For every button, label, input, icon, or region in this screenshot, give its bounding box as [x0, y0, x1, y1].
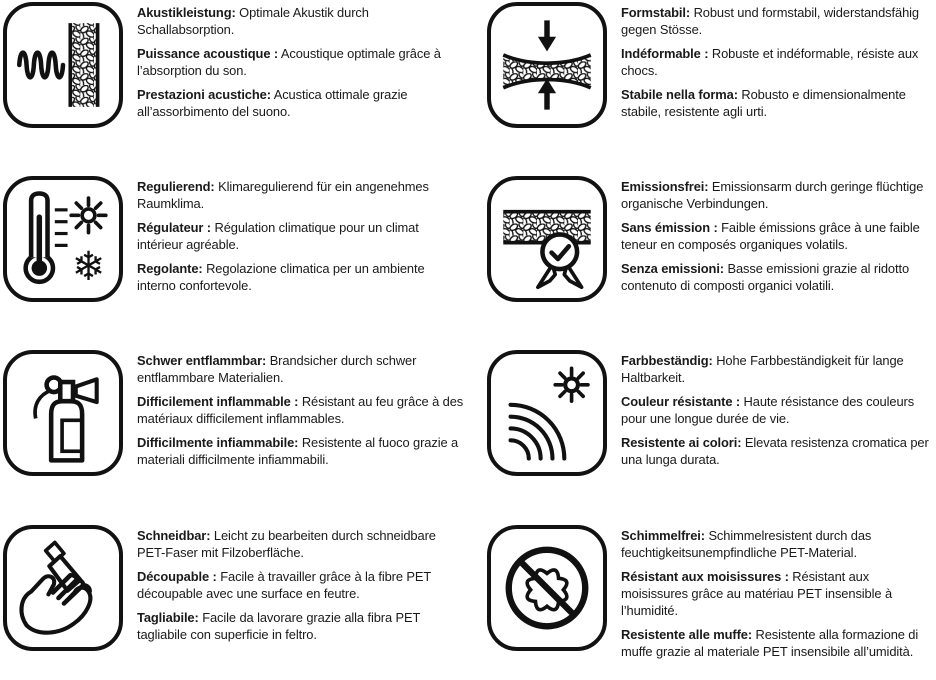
feature-label-de: Schimmelfrei:	[621, 528, 705, 543]
feature-label-it: Prestazioni acustiche:	[137, 87, 271, 102]
feature-label-de: Schwer entflammbar:	[137, 353, 267, 368]
feature-texts	[621, 350, 935, 475]
feature-description-it: Basse emissioni grazie al ridotto contenuto di composti organici volatili.	[621, 261, 910, 293]
feature-label-fr: Régulateur :	[137, 220, 212, 235]
feature-text-it	[621, 434, 935, 468]
feature-text-de	[137, 178, 465, 212]
feature-text-it	[621, 626, 935, 660]
feature-description-it: Resistente alla formazione di muffe grazie al materiale PET insensibile all’umidità.	[621, 627, 919, 659]
feature-texts	[137, 176, 465, 301]
feature-label-it: Resistente alle muffe:	[621, 627, 753, 642]
feature-label-fr: Indéformable :	[621, 46, 709, 61]
feature-text-it	[137, 260, 465, 294]
feature-text-it	[621, 260, 935, 294]
feature-description-it: Facile da lavorare grazie alla fibra PET tagliabile con superficie in feltro.	[137, 610, 421, 642]
svg-text:❄: ❄	[71, 243, 106, 290]
feature-description-de: Robust und formstabil, widerstandsfähig gegen Stösse.	[621, 5, 919, 37]
feature-text-fr	[621, 219, 935, 253]
feature-texts	[621, 176, 935, 301]
icon-frame	[3, 2, 123, 128]
feature-label-fr: Couleur résistante :	[621, 394, 741, 409]
feature-description-it: Regolazione climatica per un ambiente interno confortevole.	[137, 261, 425, 293]
feature-label-it: Tagliabile:	[137, 610, 199, 625]
feature-label-de: Schneidbar:	[137, 528, 211, 543]
feature-label-fr: Résistant aux moisissures :	[621, 569, 789, 584]
feature-texts	[621, 525, 935, 667]
feature-label-de: Formstabil:	[621, 5, 691, 20]
feature-text-fr	[137, 219, 465, 253]
certified-material-icon	[496, 186, 598, 292]
feature-label-fr: Découpable :	[137, 569, 217, 584]
feature-description-de: Emissionsarm durch geringe flüchtige organische Verbindungen.	[621, 179, 924, 211]
feature-text-fr	[137, 393, 465, 427]
feature-label-fr: Difficilement inflammable :	[137, 394, 299, 409]
feature-label-it: Stabile nella forma:	[621, 87, 738, 102]
feature-text-fr	[137, 45, 465, 79]
feature-tile-cuttable	[0, 525, 468, 667]
feature-text-it	[137, 434, 465, 468]
feature-text-de	[621, 4, 935, 38]
feature-label-it: Regolante:	[137, 261, 203, 276]
sound-absorption-icon	[12, 12, 114, 118]
feature-text-de	[621, 527, 935, 561]
feature-description-it: Elevata resistenza cromatica per una lunga durata.	[621, 435, 929, 467]
feature-text-de	[137, 352, 465, 386]
feature-label-fr: Puissance acoustique :	[137, 46, 279, 61]
feature-description-de: Optimale Akustik durch Schallabsorption.	[137, 5, 369, 37]
feature-tile-flame-retardant	[0, 350, 468, 525]
feature-text-fr	[621, 568, 935, 619]
feature-label-de: Regulierend:	[137, 179, 215, 194]
feature-label-it: Difficilmente infiammabile:	[137, 435, 299, 450]
feature-text-de	[621, 352, 935, 386]
feature-label-it: Resistente ai colori:	[621, 435, 742, 450]
icon-frame	[487, 2, 607, 128]
feature-description-fr: Résistant au feu grâce à des matériaux difficilement inflammables.	[137, 394, 464, 426]
feature-description-de: Leicht zu bearbeiten durch schneidbare PET-Faser mit Filzoberfläche.	[137, 528, 436, 560]
feature-description-fr: Acoustique optimale grâce à l’absorption du son.	[137, 46, 441, 78]
feature-description-it: Resistente al fuoco grazie a materiali difficilmente infiammabili.	[137, 435, 459, 467]
icon-frame	[487, 525, 607, 651]
feature-text-fr	[137, 568, 465, 602]
no-mold-icon	[496, 535, 598, 641]
feature-text-de	[621, 178, 935, 212]
icon-frame	[3, 176, 123, 302]
feature-description-fr: Résistant aux moisissures grâce au matériau PET insensible à l’humidité.	[621, 569, 893, 618]
feature-texts	[137, 350, 465, 475]
feature-tile-shape-stability	[468, 2, 936, 176]
icon-frame	[487, 350, 607, 476]
feature-text-fr	[621, 393, 935, 427]
feature-description-fr: Robuste et indéformable, résiste aux chocs.	[621, 46, 919, 78]
feature-label-de: Akustikleistung:	[137, 5, 236, 20]
fire-extinguisher-icon	[12, 360, 114, 466]
feature-description-fr: Faible émissions grâce à une faible teneur en composés organiques volatils.	[621, 220, 920, 252]
feature-texts	[137, 2, 465, 127]
feature-description-de: Schimmelresistent durch das feuchtigkeitsunempfindliche PET-Material.	[621, 528, 872, 560]
hand-cutter-icon	[12, 535, 114, 641]
icon-frame	[487, 176, 607, 302]
feature-description-it: Acustica ottimale grazie all’assorbimento del suono.	[137, 87, 408, 119]
compression-arrows-icon	[496, 12, 598, 118]
feature-description-de: Klimaregulierend für ein angenehmes Raumklima.	[137, 179, 429, 211]
feature-label-fr: Sans émission :	[621, 220, 718, 235]
feature-label-it: Senza emissioni:	[621, 261, 724, 276]
icon-frame	[3, 525, 123, 651]
feature-tile-low-emission	[468, 176, 936, 350]
feature-text-de	[137, 527, 465, 561]
feature-description-de: Brandsicher durch schwer entflammbare Materialien.	[137, 353, 417, 385]
feature-text-it	[621, 86, 935, 120]
feature-description-fr: Haute résistance des couleurs pour une longue durée de vie.	[621, 394, 915, 426]
feature-tile-climate-regulating	[0, 176, 468, 350]
icon-frame	[3, 350, 123, 476]
feature-texts	[621, 2, 935, 127]
feature-text-it	[137, 86, 465, 120]
feature-description-de: Hohe Farbbeständigkeit für lange Haltbarkeit.	[621, 353, 904, 385]
feature-description-fr: Régulation climatique pour un climat intérieur agréable.	[137, 220, 419, 252]
feature-label-de: Emissionsfrei:	[621, 179, 709, 194]
thermometer-sun-snowflake-icon	[12, 186, 114, 292]
feature-description-it: Robusto e dimensionalmente stabile, resistente agli urti.	[621, 87, 906, 119]
feature-texts	[137, 525, 465, 650]
feature-text-fr	[621, 45, 935, 79]
rainbow-sun-icon	[496, 360, 598, 466]
feature-tile-mold-resistant	[468, 525, 936, 667]
feature-text-de	[137, 4, 465, 38]
feature-tile-color-fast	[468, 350, 936, 525]
feature-tile-acoustic	[0, 2, 468, 176]
feature-description-fr: Facile à travailler grâce à la fibre PET découpable avec une surface en feutre.	[137, 569, 431, 601]
feature-label-de: Farbbeständig:	[621, 353, 713, 368]
feature-text-it	[137, 609, 465, 643]
